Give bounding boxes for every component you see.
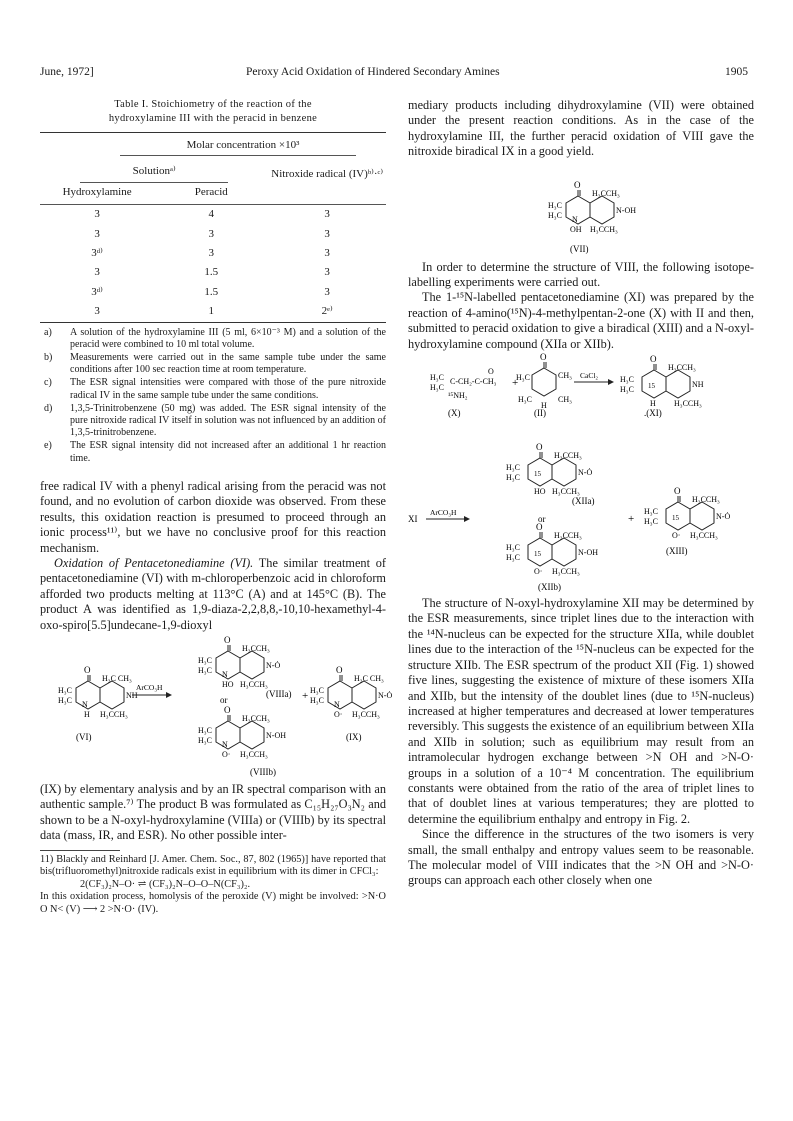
svg-text:N-Ȯ: N-Ȯ (578, 468, 593, 478)
svg-text:H₃CCH₃: H₃CCH₃ (692, 495, 720, 505)
svg-text:H₃CCH₃: H₃CCH₃ (100, 709, 128, 719)
table-notes (40, 327, 386, 465)
svg-text:H₃C: H₃C (198, 655, 212, 665)
svg-text:15: 15 (648, 382, 655, 391)
paragraph: mediary products including dihydroxylamine (VII) were obtained under the present reaction conditions. As in the case of the hydroxylamine III, the further peracid oxidation of VIII gave the nitroxide biradical IX in a good yield. (408, 98, 754, 159)
svg-text:H₃C: H₃C (58, 685, 72, 695)
svg-text:H₃C: H₃C (430, 373, 444, 383)
label-vii: (VII) (570, 243, 589, 254)
svg-text:¹⁵NH₂: ¹⁵NH₂ (448, 391, 468, 401)
label-vi: (VI) (76, 731, 92, 742)
col-nitroxide: Nitroxide radical (IV)ᵇ⁾·ᶜ⁾ (271, 168, 384, 181)
svg-text:HO: HO (222, 679, 234, 689)
table-note: b) Measurements were carried out in the same sample tube under the same conditions after 100 sec reaction time at room temperature. (44, 352, 386, 376)
svg-text:N: N (82, 699, 88, 709)
svg-text:H₃CCH₃: H₃CCH₃ (240, 679, 268, 689)
label-xiii: (XIII) (666, 546, 688, 557)
label-xi: .(XI) (644, 408, 662, 419)
svg-text:H₃CCH₃: H₃CCH₃ (352, 709, 380, 719)
table-cell: 3 (94, 305, 100, 318)
or-label: or (220, 694, 228, 705)
svg-text:O: O (536, 522, 543, 533)
svg-text:H₃CCH₃: H₃CCH₃ (554, 531, 582, 541)
footnote: 11) Blackly and Reinhard [J. Amer. Chem. Soc., 87, 802 (1965)] have reported that bis(trifluoromethyl)nitroxide radicals exist in equilibrium with its dimer in CFCl₃: 2(CF₃)₂N–O· ⇌ (CF₃)₂N–O–O–N(CF₃)₂. In this oxidation process, homolysis of the peroxide (V) might be involved: >N·O O N< (V) ⟶ 2 >N·O· (IV). (40, 853, 386, 915)
table-note: a) A solution of the hydroxylamine III (5 ml, 6×10⁻³ M) and a solution of the peracid were combined to 10 ml total volume. (44, 326, 386, 350)
svg-text:O: O (574, 179, 581, 190)
svg-text:H₃CCH₃: H₃CCH₃ (590, 224, 618, 234)
svg-text:O: O (84, 664, 91, 675)
svg-text:H: H (650, 399, 656, 409)
right-column (408, 98, 754, 889)
table-group-header: Molar concentration ×10³ (186, 139, 300, 151)
svg-text:N: N (222, 669, 228, 679)
table-cell: 1.5 (204, 266, 219, 279)
structure-ii (516, 352, 572, 410)
table-cell: 3 (94, 208, 100, 221)
table-cell: 1 (208, 305, 214, 318)
svg-text:O·: O· (672, 531, 681, 541)
svg-text:O: O (650, 354, 657, 365)
table-cell: 3 (324, 227, 330, 240)
structure-vii (408, 160, 754, 260)
structure-vi (58, 665, 138, 719)
table-body (40, 205, 386, 321)
svg-text:15: 15 (534, 550, 541, 559)
svg-text:NH: NH (126, 690, 138, 700)
svg-text:NH: NH (692, 380, 704, 390)
table-cell: 3 (94, 266, 100, 279)
svg-text:H₃CCH₃: H₃CCH₃ (552, 487, 580, 497)
label-viiib: (VIIIb) (250, 766, 276, 777)
svg-text:N-OH: N-OH (578, 548, 598, 558)
stoichiometry-table (40, 132, 386, 323)
svg-text:H₃C: H₃C (548, 200, 562, 210)
table-cell: 4 (208, 208, 214, 221)
svg-text:O: O (674, 486, 681, 497)
table-note: d) 1,3,5-Trinitrobenzene (50 mg) was added. The ESR signal intensity of the pure nitroxide radical IV itself in solution was not influenced by an addition of 1,3,5-trinitrobenzene. (44, 402, 386, 439)
svg-text:H₃CCH₃: H₃CCH₃ (668, 363, 696, 373)
svg-text:C-CH₂-C-CH₃: C-CH₂-C-CH₃ (450, 377, 497, 387)
section-title: Oxidation of Pentacetonediamine (VI). (54, 555, 254, 570)
paragraph: Oxidation of Pentacetonediamine (VI). The similar treatment of pentacetonediamine (VI) with m-chloroperbenzoic acid in chloroform afforded two products melting at 113°C (A) and at 145°C (B). The product A was identified as 1,9-diaza-2,2,8,8,-10,10-hexamethyl-4-oxo-spiro[5.5]undecane-1,9-dioxyl (40, 555, 386, 632)
table-caption: Table I. Stoichiometry of the reaction of the hydroxylamine III with the peracid in benzene (108, 99, 318, 124)
svg-text:H₃C: H₃C (644, 507, 658, 517)
col-hydroxylamine: Hydroxylamine (62, 185, 132, 198)
structure-viiib (198, 705, 286, 759)
svg-text:O·: O· (222, 749, 231, 759)
svg-text:O: O (224, 634, 231, 645)
label-xiia: (XIIa) (572, 496, 595, 507)
svg-text:H: H (84, 709, 90, 719)
solution-header: Solutionᵃ⁾ (132, 165, 176, 178)
svg-text:N-Ȯ: N-Ȯ (716, 512, 731, 522)
svg-text:H₃C: H₃C (506, 473, 520, 483)
table-row (40, 225, 386, 244)
svg-text:H₃C: H₃C (310, 685, 324, 695)
svg-text:H₃C: H₃C (198, 665, 212, 675)
label-viiia: (VIIIa) (266, 688, 292, 699)
svg-text:CH₃: CH₃ (558, 371, 572, 381)
plus-sign: + (302, 689, 309, 702)
svg-text:H₃C: H₃C (310, 695, 324, 705)
svg-text:H₃CCH₃: H₃CCH₃ (592, 188, 620, 198)
svg-text:H₃CCH₃: H₃CCH₃ (554, 451, 582, 461)
structure-xi (620, 354, 704, 408)
svg-text:H₃C: H₃C (644, 517, 658, 527)
svg-text:H₃CCH₃: H₃CCH₃ (242, 643, 270, 653)
svg-text:15: 15 (672, 514, 679, 523)
svg-text:O·: O· (334, 709, 343, 719)
running-head-title: Peroxy Acid Oxidation of Hindered Secondary Amines (246, 66, 500, 78)
paragraph: The structure of N-oxyl-hydroxylamine XII may be determined by the ESR measurements, since triplet lines due to the interaction with the ¹⁴N-nucleus can be expected for the structure XIIa, while doublet lines due to the interaction of the ¹⁵N-nucleus can be expected for the structure XIIb. The ESR spectrum of the product XII (Fig. 1) showed five lines, suggesting the existence of mixture of these isomers XIIa and XIIb, but the intensity of the doublet lines (due to ¹⁵N-nucleus) increased at higher temperatures and decreased at lower temperatures reversibly. This suggests the existence of an equilibrium between XIIa and XIIb in solution; such as equilibrium may result from an intramolecular hydrogen exchange between >N OH and >N-O· groups in a solution of a 10⁻⁴ M concentration. The equilibrium constants were obtained from the ratio of the area of triplet lines to that of doublet lines at various temperatures; they are plotted to determine the equilibrium enthalpy and entropy in Fig. 2. (408, 596, 754, 826)
svg-text:H₃C: H₃C (198, 735, 212, 745)
running-head-date: June, 1972] (40, 66, 94, 78)
svg-text:H₃C: H₃C (620, 385, 634, 395)
table-row (40, 263, 386, 282)
svg-text:H₃C: H₃C (516, 373, 530, 383)
table-cell: 3 (324, 285, 330, 298)
table-cell: 3 (324, 266, 330, 279)
svg-text:H₃CCH₃: H₃CCH₃ (674, 399, 702, 409)
col-peracid: Peracid (194, 185, 228, 198)
table-cell: 2ᵉ⁾ (321, 305, 333, 318)
footnote-block (40, 850, 120, 851)
paragraph: free radical IV with a phenyl radical arising from the peracid was not found, and no evolution of carbon dioxide was observed. From these results, this oxidation reaction is presumed to proceed through an ionic process¹¹⁾, but we have no conclusive proof for this reaction mechanism. (40, 478, 386, 555)
structure-ix (310, 665, 392, 719)
svg-text:N: N (334, 699, 340, 709)
table-note: c) The ESR signal intensities were compared with those of the pure nitroxide radical IV in the same sample tube under the same conditions. (44, 377, 386, 401)
paragraph: Since the difference in the structures of the two isomers is very small, the small enthalpy and entropy values seem to be reasonable. The molecular model of VIII indicates that the >N OH and >N-O· groups can approach each other closely when one (408, 827, 754, 888)
svg-text:O: O (536, 442, 543, 453)
svg-text:H₃C: H₃C (506, 553, 520, 563)
svg-text:H₃CCH₃: H₃CCH₃ (552, 567, 580, 577)
plus-sign: + (512, 377, 519, 390)
svg-text:H₃CCH₃: H₃CCH₃ (690, 531, 718, 541)
svg-text:H: H (541, 401, 547, 411)
plus-sign: + (628, 513, 635, 526)
structure-x (430, 367, 497, 400)
svg-text:H₃C: H₃C (58, 695, 72, 705)
svg-text:H₃C: H₃C (518, 395, 532, 405)
table-row (40, 205, 386, 224)
svg-text:CH₃: CH₃ (558, 395, 572, 405)
svg-text:H₃C: H₃C (506, 463, 520, 473)
left-column (40, 98, 393, 917)
paragraph: In order to determine the structure of VIII, the following isotope-labelling experiments were carried out. (408, 259, 754, 290)
table-row (40, 302, 386, 321)
svg-text:O·: O· (534, 567, 543, 577)
table-note: e) The ESR signal intensity did not increased after an additional 1 hr reaction time. (44, 440, 386, 464)
svg-text:N-OH: N-OH (616, 205, 636, 215)
svg-text:N: N (572, 214, 578, 224)
svg-text:OH: OH (570, 224, 582, 234)
structure-xiib (506, 522, 598, 576)
table-cell: 3 (324, 247, 330, 260)
label-x: (X) (448, 408, 461, 419)
label-ix: (IX) (346, 731, 362, 742)
svg-text:N-Ȯ: N-Ȯ (266, 660, 281, 670)
svg-text:O: O (224, 704, 231, 715)
structure-xiia (506, 442, 592, 496)
catalyst-label: CaCl₂ (580, 371, 599, 381)
paragraph: The 1-¹⁵N-labelled pentacetonediamine (XI) was prepared by the reaction of 4-amino(¹⁵N)-4-methylpentan-2-one (X) with II and then, submitted to peracid oxidation to give a biradical (XIII) and a N-oxyl-hydroxylamine compound (XIIa or XIIb). (408, 290, 754, 351)
svg-text:H₃C: H₃C (198, 725, 212, 735)
structure-xiii (644, 486, 730, 540)
table-cell: 3ᵈ⁾ (91, 285, 103, 298)
svg-text:H₃C CH₃: H₃C CH₃ (354, 673, 384, 683)
table-cell: 3 (208, 247, 214, 260)
table-cell: 3 (208, 227, 214, 240)
or-label: or (538, 514, 546, 525)
svg-text:HO: HO (534, 487, 546, 497)
svg-text:H₃C: H₃C (430, 383, 444, 393)
svg-text:15: 15 (534, 470, 541, 479)
svg-text:H₃C: H₃C (506, 543, 520, 553)
svg-text:N: N (222, 739, 228, 749)
svg-text:O: O (540, 352, 547, 363)
svg-text:H₃CCH₃: H₃CCH₃ (242, 713, 270, 723)
svg-text:N-Ȯ: N-Ȯ (378, 690, 393, 700)
reagent-label: ArCO₃H (136, 682, 163, 692)
table-cell: 3 (94, 227, 100, 240)
table-row (40, 283, 386, 302)
svg-text:N-OH: N-OH (266, 730, 286, 740)
page-number: 1905 (725, 66, 748, 78)
paragraph: (IX) by elementary analysis and by an IR spectral comparison with an authentic sample.⁷⁾ The product B was formulated as C₁₅H₂₇O₃N₂ and shown to be a N-oxyl-hydroxylamine (VIIIa) or (VIIIb) by its spectral data (mass, IR, and ESR). No other possible inter- (40, 781, 386, 843)
table-cell: 3 (324, 208, 330, 221)
svg-text:H₃C: H₃C (548, 210, 562, 220)
label-ii: (II) (534, 408, 546, 419)
table-cell: 1.5 (204, 285, 219, 298)
svg-text:H₃CCH₃: H₃CCH₃ (240, 749, 268, 759)
svg-text:O: O (488, 367, 494, 377)
reagent-label: ArCO₃H (430, 508, 457, 518)
isotope-scheme (408, 354, 754, 594)
xi-start-label: XI (408, 514, 418, 525)
structure-viiia (198, 635, 280, 689)
svg-text:H₃C CH₃: H₃C CH₃ (102, 673, 132, 683)
footnote-equation: 2(CF₃)₂N–O· ⇌ (CF₃)₂N–O–O–N(CF₃)₂. (80, 878, 251, 890)
svg-text:H₃C: H₃C (620, 375, 634, 385)
svg-text:O: O (336, 664, 343, 675)
table-row (40, 244, 386, 263)
table-cell: 3ᵈ⁾ (91, 247, 103, 260)
label-xiib: (XIIb) (538, 582, 561, 593)
reaction-scheme-vi (40, 634, 393, 780)
